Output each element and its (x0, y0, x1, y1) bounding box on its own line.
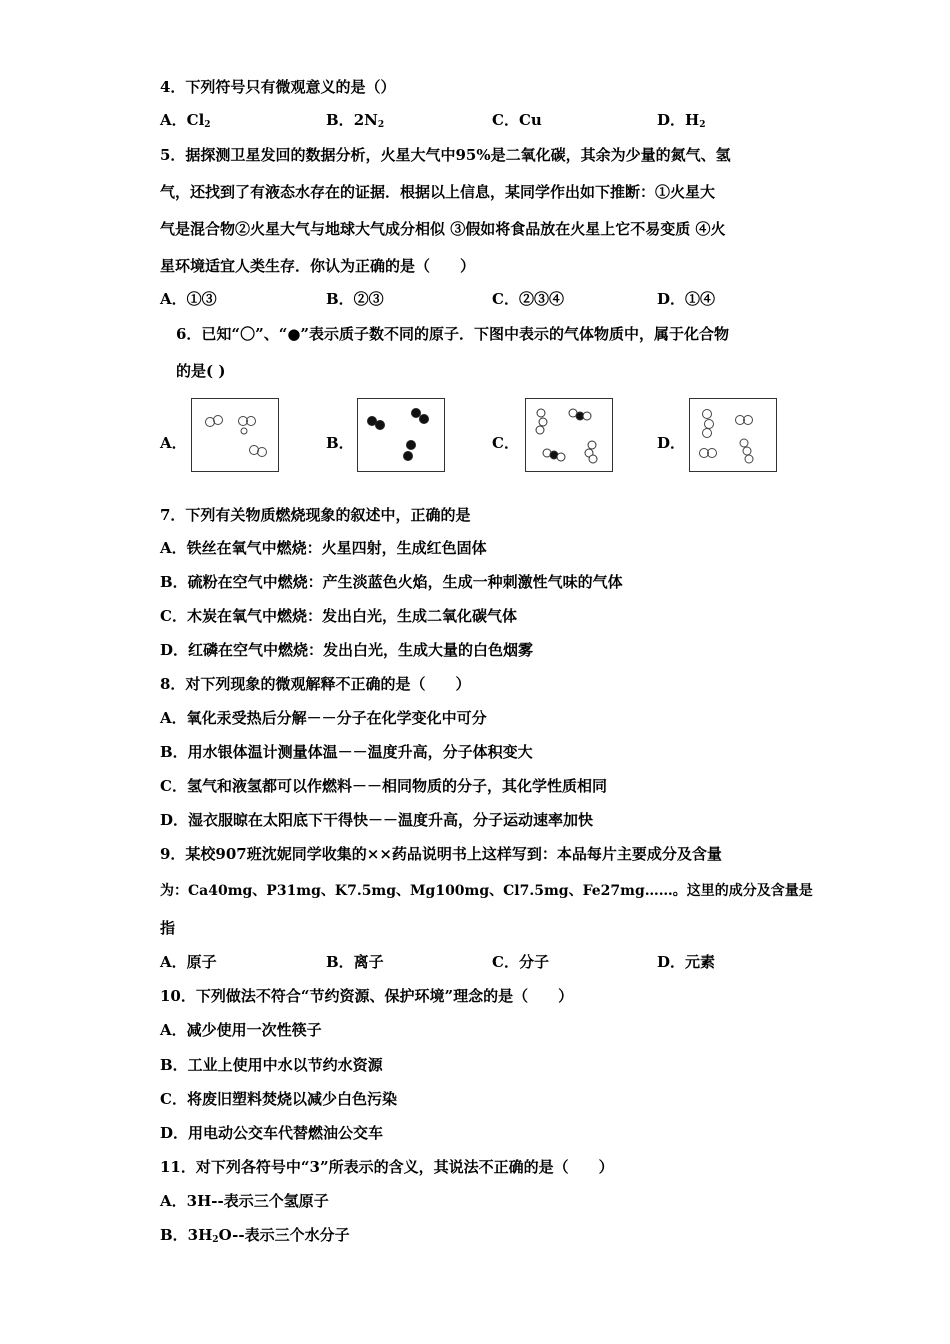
q9-option-d: D．元素 (657, 953, 716, 971)
q5-option-a: A．①③ (160, 290, 217, 308)
q7-option-b: B．硫粉在空气中燃烧：产生淡蓝色火焰，生成一种刺激性气味的气体 (160, 573, 623, 591)
q10-stem: 10．下列做法不符合“节约资源、保护环境”理念的是（ ） (160, 987, 574, 1005)
q6-label-d: D． (657, 434, 686, 452)
q9-option-a: A．原子 (160, 953, 217, 971)
q10-option-c: C．将废旧塑料焚烧以减少白色污染 (160, 1090, 397, 1108)
q5-line-1: 5．据探测卫星发回的数据分析，火星大气中95%是二氧化碳，其余为少量的氮气、氢 (160, 146, 731, 164)
q5-option-d: D．①④ (657, 290, 716, 308)
q7-stem: 7．下列有关物质燃烧现象的叙述中，正确的是 (160, 506, 471, 524)
q6-line-1: 6．已知“〇”、“●”表示质子数不同的原子．下图中表示的气体物质中，属于化合物 (176, 325, 730, 343)
q4-option-a: A．$Cl_2$ (160, 111, 211, 130)
q8-option-b: B．用水银体温计测量体温－－温度升高，分子体积变大 (160, 743, 533, 761)
q4-option-b: B．$2N_2$ (326, 111, 385, 130)
q4-option-c: C．Cu (492, 111, 542, 129)
q4-stem: 4．下列符号只有微观意义的是（） (160, 78, 396, 96)
q9-line-1: 9．某校907班沈妮同学收集的××药品说明书上这样写到：本品每片主要成分及含量 (160, 845, 722, 863)
q7-option-d: D．红磷在空气中燃烧：发出白光，生成大量的白色烟雾 (160, 641, 534, 659)
q6-line-2: 的是( ) (176, 362, 226, 380)
q7-option-c: C．木炭在氧气中燃烧：发出白光，生成二氧化碳气体 (160, 607, 517, 625)
q5-option-c: C．②③④ (492, 290, 564, 308)
q11-option-a: A．3H--表示三个氢原子 (160, 1192, 329, 1210)
q8-option-d: D．湿衣服晾在太阳底下干得快－－温度升高，分子运动速率加快 (160, 811, 594, 829)
q5-option-b: B．②③ (326, 290, 384, 308)
q8-option-a: A．氧化汞受热后分解－－分子在化学变化中可分 (160, 709, 487, 727)
q9-line-2: 为：Ca40mg、P31mg、K7.5mg、Mg100mg、Cl7.5mg、Fe27mg……。这里的成分及含量是 (160, 883, 813, 899)
q6-figure-d (689, 398, 777, 472)
q6-figure-a (191, 398, 279, 472)
q5-line-3: 气是混合物②火星大气与地球大气成分相似 ③假如将食品放在火星上它不易变质 ④火 (160, 220, 726, 238)
q8-option-c: C．氢气和液氢都可以作燃料－－相同物质的分子，其化学性质相同 (160, 777, 607, 795)
q4-option-d: D．$H_2$ (657, 111, 706, 130)
q10-option-b: B．工业上使用中水以节约水资源 (160, 1056, 383, 1074)
q10-option-a: A．减少使用一次性筷子 (160, 1021, 322, 1039)
q9-option-b: B．离子 (326, 953, 384, 971)
q8-stem: 8．对下列现象的微观解释不正确的是（ ） (160, 675, 471, 693)
q10-option-d: D．用电动公交车代替燃油公交车 (160, 1124, 384, 1142)
q5-line-2: 气，还找到了有液态水存在的证据．根据以上信息，某同学作出如下推断：①火星大 (160, 183, 716, 201)
q9-option-c: C．分子 (492, 953, 549, 971)
q11-stem: 11．对下列各符号中“3”所表示的含义，其说法不正确的是（ ） (160, 1158, 614, 1176)
q6-label-c: C． (492, 434, 519, 452)
q6-figure-b (357, 398, 445, 472)
q9-line-3: 指 (160, 919, 176, 937)
q7-option-a: A．铁丝在氧气中燃烧：火星四射，生成红色固体 (160, 539, 487, 557)
q6-figure-c (525, 398, 613, 472)
q5-line-4: 星环境适宜人类生存．你认为正确的是（ ） (160, 257, 476, 275)
q6-label-b: B． (326, 434, 354, 452)
q6-label-a: A． (160, 434, 187, 452)
q11-option-b: B．$3H_2O--$表示三个水分子 (160, 1226, 350, 1245)
